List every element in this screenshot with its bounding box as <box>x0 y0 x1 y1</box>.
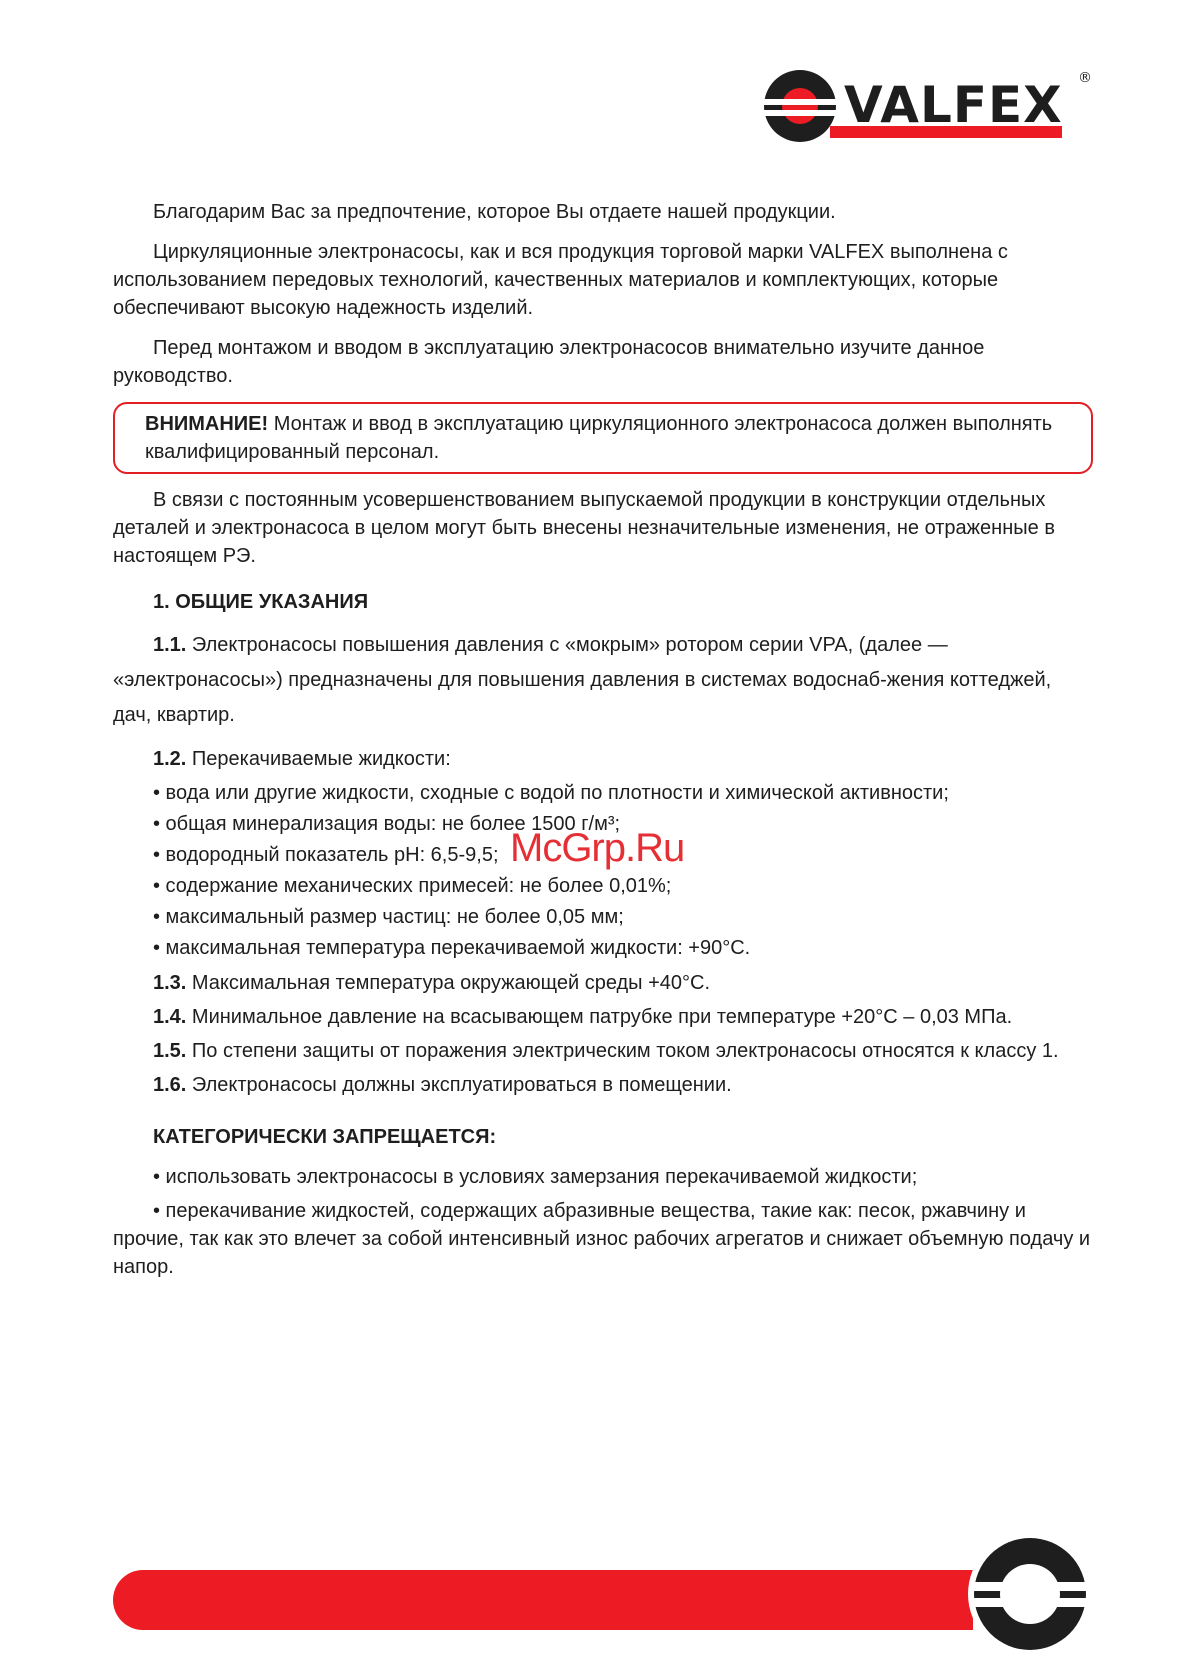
item-text: Максимальная температура окружающей среды +40°C. <box>186 972 711 994</box>
valfex-logo <box>760 66 1096 150</box>
item-1-6 <box>113 1071 1093 1099</box>
fluid-list <box>113 779 1093 963</box>
registered-mark: ® <box>1078 70 1092 86</box>
logo-wordmark: VALFEX <box>844 76 1063 134</box>
intro-paragraph-1: Благодарим Вас за предпочтение, которое Вы отдаете нашей продукции. <box>153 201 836 223</box>
item-number: 1.4. <box>153 1006 187 1028</box>
item-1-1 <box>113 628 1093 733</box>
item-number: 1.3. <box>153 972 187 994</box>
section-1-title: 1. ОБЩИЕ УКАЗАНИЯ <box>153 591 369 613</box>
item-number: 1.1. <box>153 634 187 656</box>
logo-mark-icon <box>764 70 836 142</box>
item-number: 1.5. <box>153 1040 187 1062</box>
footer-bar <box>113 1570 973 1630</box>
item-number: 1.6. <box>153 1074 187 1096</box>
prohibited-item: • использовать электронасосы в условиях замерзания перекачиваемой жидкости; <box>153 1166 918 1188</box>
item-text: По степени защиты от поражения электрическим током электронасосы относятся к классу 1. <box>186 1040 1059 1062</box>
prohibited-title: КАТЕГОРИЧЕСКИ ЗАПРЕЩАЕТСЯ: <box>153 1126 497 1148</box>
warning-box <box>113 402 1093 474</box>
prohibited-item: • перекачивание жидкостей, содержащих абразивные вещества, такие как: песок, ржавчину и прочие, так как это влечет за собой интенсивный износ рабочих агрегатов и снижает объемную подачу и напор. <box>113 1200 1091 1278</box>
watermark: McGrp.Ru <box>510 826 685 870</box>
list-item: • вода или другие жидкости, сходные с водой по плотности и химической активности; <box>153 782 949 804</box>
intro-paragraph-2: Циркуляционные электронасосы, как и вся продукция торговой марки VALFEX выполнена с использованием передовых технологий, качественных материалов и комплектующих, которые обеспечивают высокую надежность изделий. <box>113 241 1008 319</box>
warning-text: Монтаж и ввод в эксплуатацию циркуляционного электронасоса должен выполнять квалифицированный персонал. <box>145 413 1053 463</box>
item-1-4 <box>113 1003 1093 1031</box>
item-text: Электронасосы повышения давления с «мокрым» ротором серии VPA, (далее — «электронасосы») предназначены для повышения давления в системах водоснаб-жения коттеджей, дач, квартир. <box>113 634 1052 726</box>
item-text: Перекачиваемые жидкости: <box>186 748 451 770</box>
list-item: • максимальный размер частиц: не более 0,05 мм; <box>153 906 624 928</box>
item-1-2 <box>113 745 1093 773</box>
document-body <box>113 198 1093 1287</box>
footer-logo-mark-icon <box>962 1522 1092 1662</box>
list-item: • максимальная температура перекачиваемой жидкости: +90°C. <box>153 937 751 959</box>
item-text: Электронасосы должны эксплуатироваться в помещении. <box>186 1074 732 1096</box>
warning-label: ВНИМАНИЕ! <box>145 413 269 435</box>
notice-paragraph: В связи с постоянным усовершенствованием выпускаемой продукции в конструкции отдельных деталей и электронасоса в целом могут быть внесены незначительные изменения, не отраженные в настоящем РЭ. <box>113 489 1055 567</box>
intro-paragraph-3: Перед монтажом и вводом в эксплуатацию электронасосов внимательно изучите данное руководство. <box>113 337 985 387</box>
list-item: • содержание механических примесей: не более 0,01%; <box>153 875 672 897</box>
list-item: • водородный показатель pH: 6,5-9,5; <box>153 844 499 866</box>
item-1-3 <box>113 969 1093 997</box>
list-item: • общая минерализация воды: не более 1500 г/м³; <box>153 813 621 835</box>
item-number: 1.2. <box>153 748 187 770</box>
item-1-5 <box>113 1037 1093 1065</box>
item-text: Минимальное давление на всасывающем патрубке при температуре +20°C – 0,03 МПа. <box>186 1006 1013 1028</box>
